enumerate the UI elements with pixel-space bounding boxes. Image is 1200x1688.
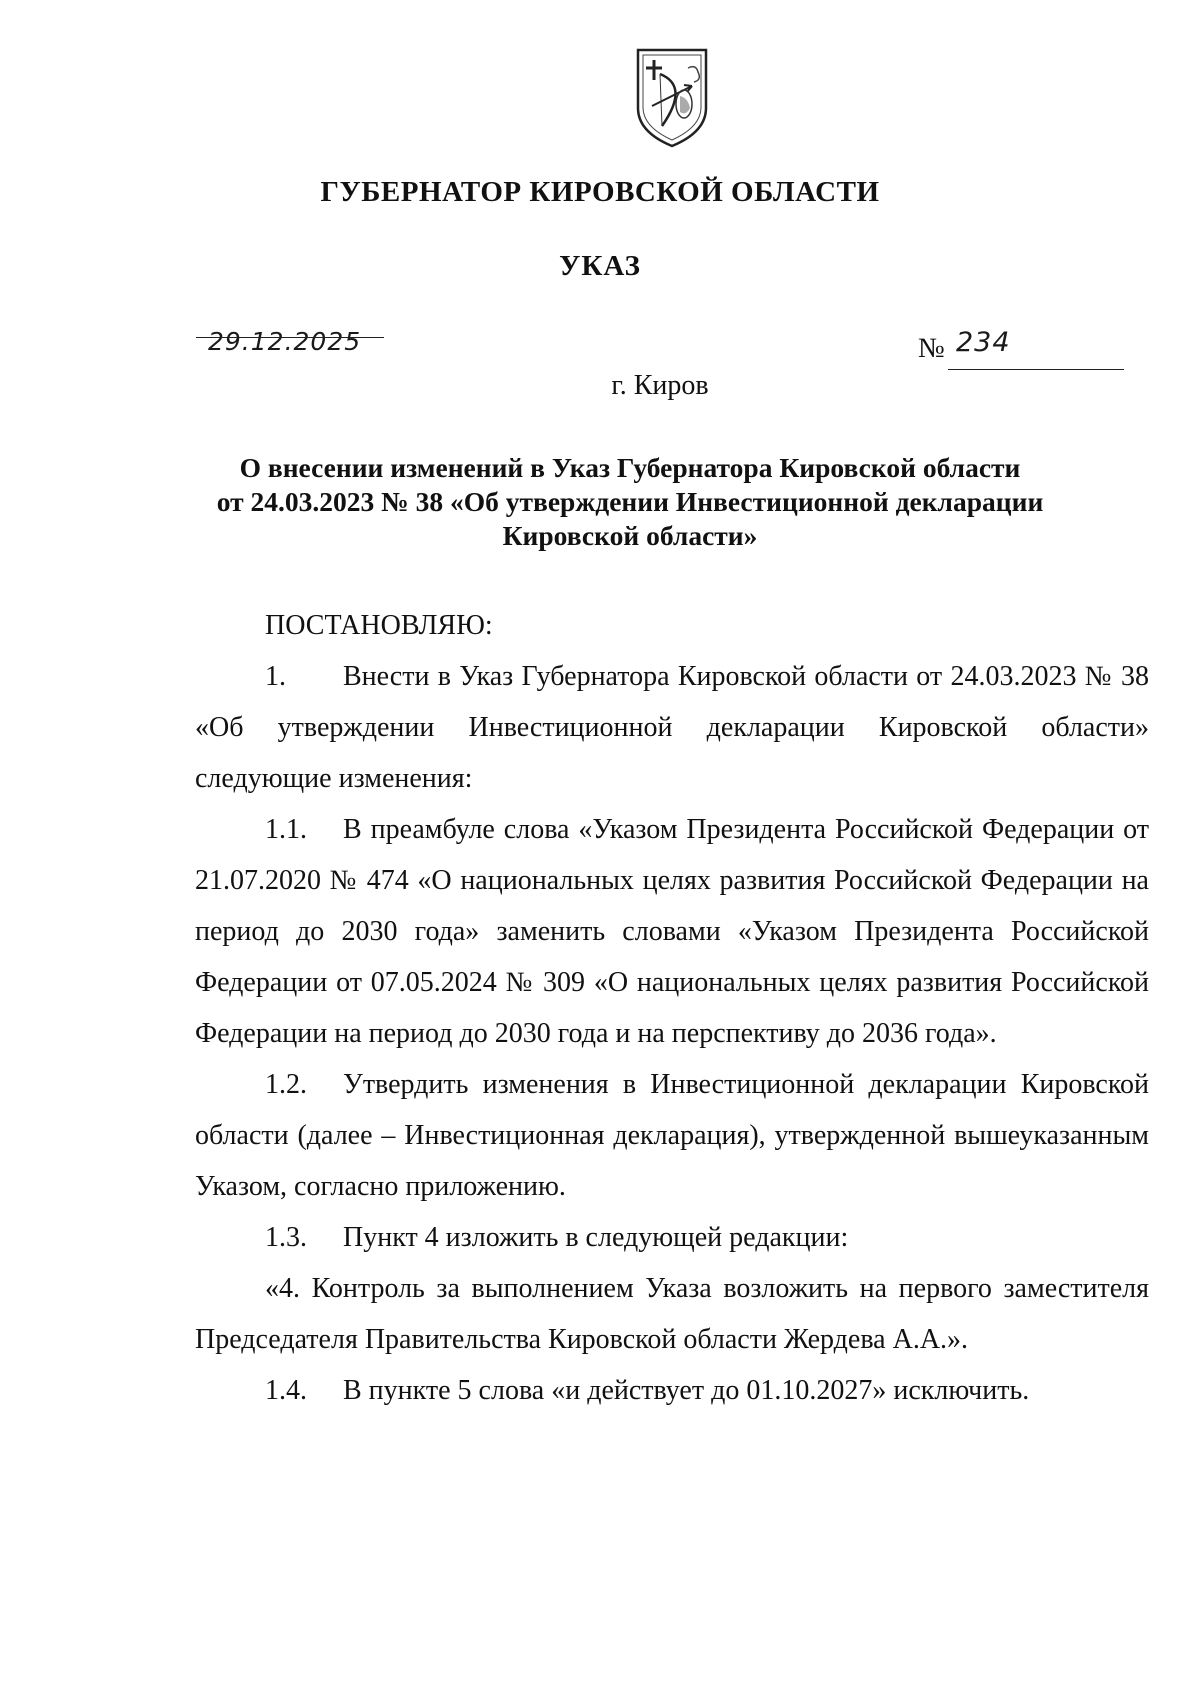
document-body [195, 600, 1149, 1416]
issuer-title: ГУБЕРНАТОР КИРОВСКОЙ ОБЛАСТИ [320, 176, 880, 208]
document-heading [150, 451, 1110, 553]
decree-word: ПОСТАНОВЛЯЮ: [265, 610, 493, 641]
city: г. Киров [611, 370, 709, 401]
decree-number: 234 [956, 327, 1011, 358]
paragraph-text: Утвердить изменения в Инвестиционной декларации Кировской области (далее – Инвестиционная декларация), утвержденной вышеуказанным Указом, согласно приложению. [195, 1069, 1149, 1202]
paragraph-1 [195, 651, 1149, 804]
paragraph-1-2 [195, 1059, 1149, 1212]
coat-of-arms-icon [632, 46, 712, 150]
document-type: УКАЗ [559, 250, 641, 282]
paragraph-text: В преамбуле слова «Указом Президента Российской Федерации от 21.07.2020 № 474 «О национальных целях развития Российской Федерации на период до 2030 года» заменить словами «Указом Президента Российской Федерации от 07.05.2024 № 309 «О национальных целях развития Российской Федерации на период до 2030 года и на перспективу до 2036 года». [195, 814, 1149, 1049]
paragraph-number: 1.1. [265, 814, 307, 845]
decree-date: 29.12.2025 [208, 327, 362, 356]
paragraph-number: 1.4. [265, 1375, 307, 1406]
paragraph-quoted-4: «4. Контроль за выполнением Указа возложить на первого заместителя Председателя Правительства Кировской области Жердева А.А.». [195, 1273, 1149, 1355]
paragraph-1-3 [195, 1212, 1149, 1263]
heading-line-3: Кировской области» [502, 520, 758, 551]
paragraph-number: 1.2. [265, 1069, 307, 1100]
number-label: № [918, 333, 945, 364]
paragraph-number: 1.3. [265, 1222, 307, 1253]
paragraph-1-1 [195, 804, 1149, 1059]
paragraph-number: 1. [265, 661, 286, 692]
paragraph-text: Внести в Указ Губернатора Кировской области от 24.03.2023 № 38 «Об утверждении Инвестиционной декларации Кировской области» следующие изменения: [195, 661, 1149, 794]
paragraph-text: В пункте 5 слова «и действует до 01.10.2027» исключить. [343, 1375, 1030, 1406]
paragraph-text: Пункт 4 изложить в следующей редакции: [343, 1222, 849, 1253]
date-underline [196, 337, 384, 338]
heading-line-2: от 24.03.2023 № 38 «Об утверждении Инвестиционной декларации [216, 486, 1044, 517]
paragraph-1-4 [195, 1365, 1149, 1416]
heading-line-1: О внесении изменений в Указ Губернатора Кировской области [239, 452, 1021, 483]
